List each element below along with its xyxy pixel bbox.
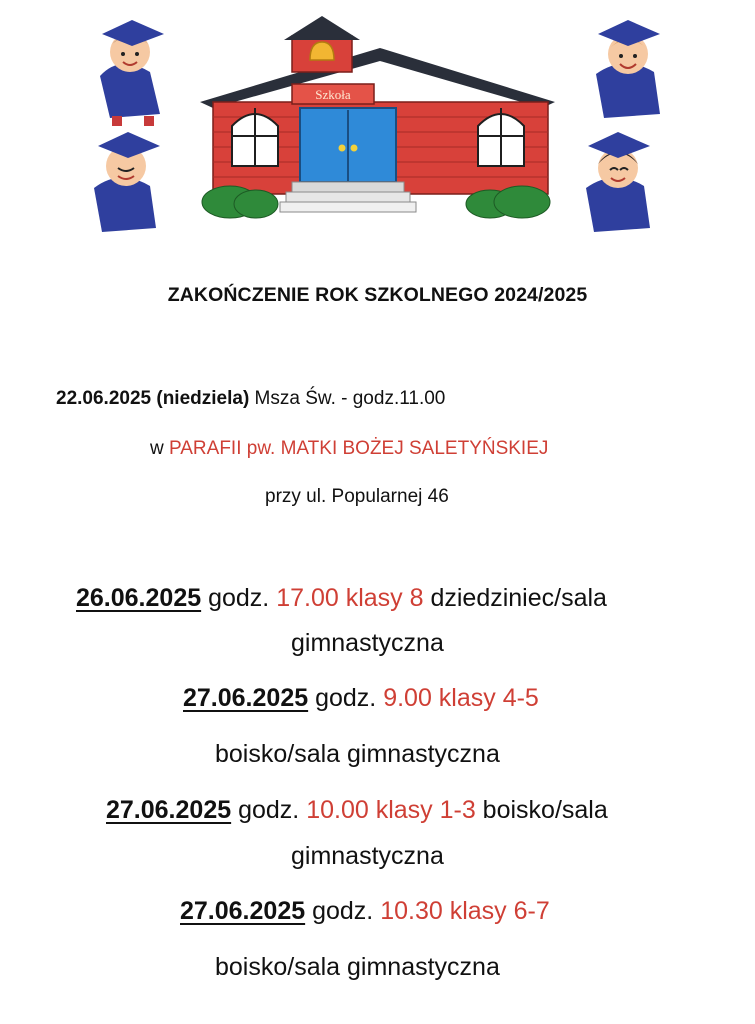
- parish-line: [150, 438, 548, 460]
- mass-text: Msza Św. - godz.11.00: [249, 388, 446, 409]
- parish-prefix: w: [150, 438, 169, 459]
- graduate-child-bottom-right: [586, 132, 650, 232]
- event-2-line-2: [215, 740, 500, 769]
- event-2-godz: godz.: [308, 684, 384, 712]
- address-line: [265, 486, 449, 508]
- event-1-place-b: gimnastyczna: [291, 629, 444, 657]
- school-graduation-illustration: [70, 6, 690, 242]
- event-4-godz: godz.: [305, 897, 381, 925]
- event-2-time-class: 9.00 klasy 4-5: [383, 684, 539, 712]
- event-1-godz: godz.: [201, 584, 277, 612]
- parish-name: PARAFII pw. MATKI BOŻEJ SALETYŃSKIEJ: [169, 438, 549, 459]
- graduate-child-top-left: [100, 20, 164, 126]
- event-1-time-class: 17.00 klasy 8: [276, 584, 424, 612]
- event-4-date: 27.06.2025: [180, 897, 306, 925]
- event-1-date: 26.06.2025: [76, 584, 202, 612]
- bell-icon: [310, 42, 334, 60]
- event-4-line-2: [215, 953, 500, 982]
- event-1-line-1: [76, 584, 607, 613]
- mass-date: 22.06.2025 (niedziela): [56, 388, 250, 409]
- event-4-place-b: boisko/sala gimnastyczna: [215, 953, 500, 981]
- event-1-place-a: dziedziniec/sala: [423, 584, 607, 612]
- event-2-line-1: [183, 684, 539, 713]
- event-3-line-2: [291, 842, 444, 871]
- event-3-line-1: [106, 796, 608, 825]
- school-building: [200, 16, 555, 218]
- event-2-place-b: boisko/sala gimnastyczna: [215, 740, 500, 768]
- event-3-date: 27.06.2025: [106, 796, 232, 824]
- graduate-child-bottom-left: [94, 132, 160, 232]
- event-1-line-2: [291, 629, 444, 658]
- school-sign-text: Szkoła: [315, 87, 351, 102]
- address-text: przy ul. Popularnej 46: [265, 486, 449, 507]
- event-3-place-b: gimnastyczna: [291, 842, 444, 870]
- event-3-time-class: 10.00 klasy 1-3: [306, 796, 476, 824]
- page-title: ZAKOŃCZENIE ROK SZKOLNEGO 2024/2025: [167, 284, 588, 306]
- event-3-place-a: boisko/sala: [475, 796, 608, 824]
- mass-line: [56, 388, 445, 410]
- graduate-child-top-right: [596, 20, 660, 118]
- event-4-line-1: [180, 897, 550, 926]
- event-2-date: 27.06.2025: [183, 684, 309, 712]
- event-4-time-class: 10.30 klasy 6-7: [380, 897, 550, 925]
- event-3-godz: godz.: [231, 796, 307, 824]
